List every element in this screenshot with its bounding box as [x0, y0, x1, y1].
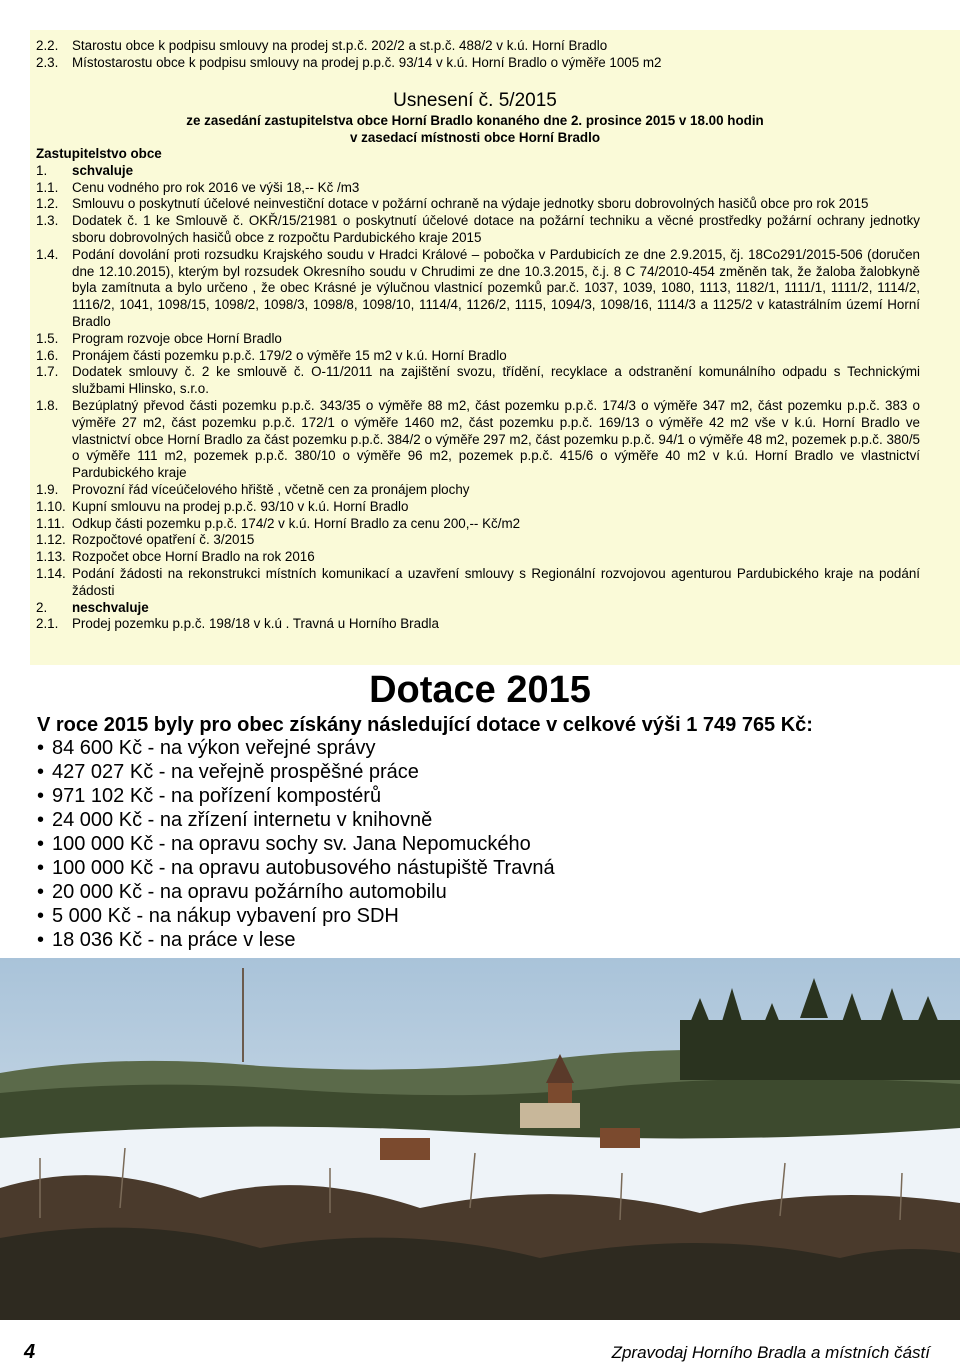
item-number: 1.1. [36, 179, 59, 195]
resolution-items [36, 146, 920, 633]
list-item [37, 760, 555, 784]
list-item [36, 196, 920, 213]
bullet-icon: • [37, 857, 45, 879]
list-item [36, 247, 920, 331]
item-text: 100 000 Kč - na opravu sochy sv. Jana Nepomuckého [52, 833, 531, 855]
item-number: 1.12. [36, 532, 66, 548]
item-text: Bezúplatný převod části pozemku p.p.č. 343/35 o výměře 88 m2, část pozemku p.p.č. 174/3 o výměře 347 m2, část pozemku p.p.č. 383 o výměře 27 m2, část pozemku p.p.č. 172/1 o výměře 1460 m2, část pozemku p.p.č. 169/13 o výměře 42 m2 vše v k.ú. Horní Bradlo ve vlastnictví obce Horní Bradlo za část pozemku p.p.č. 384/2 o výměře 297 m2, část pozemku p.p.č. 94/1 o výměře 48 m2, pozemek p.p.č. 380/5 o výměře 111 m2, pozemek p.p.č. 380/10 o výměře 96 m2, pozemek p.p.č. 415/6 o výměře 40 m2 v k.ú. Horní Bradlo ve vlastnictví Pardubického kraje [72, 397, 920, 481]
list-item [37, 784, 555, 808]
item-number: 1.13. [36, 549, 66, 565]
list-item [36, 499, 920, 516]
resolution-subtitle: ze zasedání zastupitelstva obce Horní Bradlo konaného dne 2. prosince 2015 v 18.00 hodin [186, 113, 764, 128]
item-text: 24 000 Kč - na zřízení internetu v knihovně [52, 809, 433, 831]
item-number: 1.4. [36, 246, 59, 262]
bullet-icon: • [37, 785, 45, 807]
dotace-intro: V roce 2015 byly pro obec získány následující dotace v celkové výši 1 749 765 Kč: [37, 714, 813, 736]
item-text: Smlouvu o poskytnutí účelové neinvestiční dotace v požární ochraně na výdaje jednotky sboru dobrovolných hasičů obce pro rok 2015 [72, 196, 869, 212]
item-text: Rozpočet obce Horní Bradlo na rok 2016 [72, 549, 315, 565]
list-item [36, 549, 920, 566]
section-heading [36, 163, 920, 180]
resolution-body: Zastupitelstvo obce [36, 146, 162, 161]
item-text: Program rozvoje obce Horní Bradlo [72, 330, 282, 346]
item-text: neschvaluje [72, 599, 149, 615]
item-text: Podání dovolání proti rozsudku Krajského soudu v Hradci Králové – pobočka v Pardubicích ze dne 2.9.2015, čj. 18Co291/2015-506 (doručen dne 12.10.2015), kterým byl rozsudek Okresního soudu v Chrudimi ze dne 10.3.2015, č.j. 8 C 74/2010-454 změněn tak, že žaloba žalobkyně byla zamítnuta a bylo určeno , že obec Krásné je výlučnou vlastnicí pozemků par.č. 1037, 1039, 1080, 1113, 1182/1, 1111/1, 1111/2, 1114/2, 1116/2, 1041, 1098/15, 1098/2, 1098/3, 1098/8, 1098/10, 1114/4, 1126/2, 1115, 1094/3, 1098/16, 1114/3 a 1125/2 v katastrálním území Horní Bradlo [72, 246, 920, 329]
list-item [36, 180, 920, 197]
list-item [37, 880, 555, 904]
item-number: 1.7. [36, 364, 59, 380]
item-text: 100 000 Kč - na opravu autobusového nástupiště Travná [52, 857, 555, 879]
item-text: Provozní řád víceúčelového hřiště , včetně cen za pronájem plochy [72, 481, 470, 497]
list-item [36, 616, 920, 633]
list-item [37, 808, 555, 832]
item-text: Pronájem části pozemku p.p.č. 179/2 o výměře 15 m2 v k.ú. Horní Bradlo [72, 347, 507, 363]
item-text: Místostarostu obce k podpisu smlouvy na prodej p.p.č. 93/14 v k.ú. Horní Bradlo o výměře 1005 m2 [72, 55, 662, 70]
item-text: Starostu obce k podpisu smlouvy na prodej st.p.č. 202/2 a st.p.č. 488/2 v k.ú. Horní Bradlo [72, 38, 608, 53]
item-text: Prodej pozemku p.p.č. 198/18 v k.ú . Travná u Horního Bradla [72, 616, 439, 632]
bullet-icon: • [37, 881, 45, 903]
bullet-icon: • [37, 737, 45, 759]
list-item [37, 736, 555, 760]
section-heading [36, 600, 920, 617]
item-number: 2.1. [36, 616, 59, 632]
item-text: Podání žádosti na rekonstrukci místních komunikací a uzavření smlouvy s Regionální rozvojovou agenturou Pardubického kraje na podání žádosti [72, 565, 920, 598]
bullet-icon: • [37, 929, 45, 951]
list-item [36, 54, 662, 71]
list-item [36, 364, 920, 398]
item-number: 1.9. [36, 481, 59, 497]
item-number: 1. [36, 162, 48, 178]
top-lines [36, 37, 662, 71]
item-text: Rozpočtové opatření č. 3/2015 [72, 532, 255, 548]
bullet-icon: • [37, 833, 45, 855]
resolution-place: v zasedací místnosti obce Horní Bradlo [349, 130, 601, 145]
item-text: Kupní smlouvu na prodej p.p.č. 93/10 v k.ú. Horní Bradlo [72, 498, 409, 514]
item-number: 1.10. [36, 498, 66, 514]
item-text: 427 027 Kč - na veřejně prospěšné práce [52, 761, 419, 783]
resolution-box [30, 30, 960, 665]
item-text: Dodatek smlouvy č. 2 ke smlouvě č. O-11/2011 na zajištění svozu, třídění, recyklace a odstranění komunálního odpadu s Technickými službami Hlinsko, s.r.o. [72, 364, 920, 397]
list-item [37, 928, 555, 952]
item-number: 1.5. [36, 330, 59, 346]
item-number: 1.8. [36, 397, 59, 413]
bullet-icon: • [37, 809, 45, 831]
list-item [36, 348, 920, 365]
item-number: 1.6. [36, 347, 59, 363]
list-item [36, 516, 920, 533]
item-number: 1.11. [36, 515, 65, 531]
bullet-icon: • [37, 905, 45, 927]
item-text: 84 600 Kč - na výkon veřejné správy [52, 737, 376, 759]
bullet-icon: • [37, 761, 45, 783]
item-text: 20 000 Kč - na opravu požárního automobilu [52, 881, 447, 903]
list-item [37, 832, 555, 856]
list-item [36, 482, 920, 499]
list-item [36, 213, 920, 247]
item-number: 2.3. [36, 55, 59, 70]
item-text: 18 036 Kč - na práce v lese [52, 929, 296, 951]
list-item [36, 37, 662, 54]
resolution-title: Usnesení č. 5/2015 [393, 90, 557, 111]
item-number: 2.2. [36, 38, 59, 53]
list-item [37, 904, 555, 928]
dotace-title: Dotace 2015 [369, 669, 591, 711]
item-text: schvaluje [72, 162, 134, 178]
village-landscape-photo [0, 958, 960, 1320]
resolution-items-list [36, 163, 920, 633]
list-item [37, 856, 555, 880]
item-text: Dodatek č. 1 ke Smlouvě č. OKŘ/15/21981 o poskytnutí účelové dotace na požární techniku a věcné prostředky požární ochrany jednotky sboru dobrovolných hasičů obce z rozpočtu Pardubického kraje 2015 [72, 213, 920, 245]
item-text: Odkup části pozemku p.p.č. 174/2 v k.ú. Horní Bradlo za cenu 200,-- Kč/m2 [72, 515, 521, 531]
dotace-list [37, 736, 555, 952]
item-number: 2. [36, 599, 48, 615]
list-item [36, 398, 920, 482]
list-item [36, 566, 920, 600]
item-number: 1.14. [36, 565, 66, 581]
item-text: 5 000 Kč - na nákup vybavení pro SDH [52, 905, 399, 927]
item-number: 1.3. [36, 213, 59, 229]
item-text: 971 102 Kč - na pořízení kompostérů [52, 785, 382, 807]
list-item [36, 331, 920, 348]
list-item [36, 532, 920, 549]
page-number: 4 [24, 1341, 36, 1363]
item-text: Cenu vodného pro rok 2016 ve výši 18,-- Kč /m3 [72, 179, 360, 195]
newsletter-title: Zpravodaj Horního Bradla a místních částí [611, 1343, 930, 1362]
item-number: 1.2. [36, 196, 59, 212]
